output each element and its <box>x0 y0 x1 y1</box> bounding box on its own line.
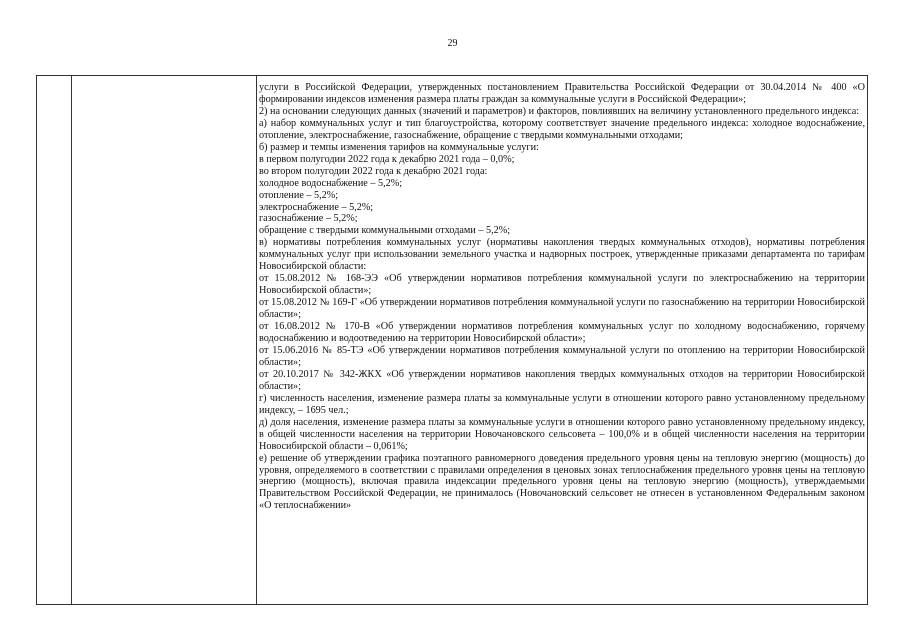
paragraph: от 15.08.2012 № 168-ЭЭ «Об утверждении нормативов потребления коммунальной услуги по электроснабжению на территории Новосибирской области»; <box>259 273 865 297</box>
paragraph: во втором полугодии 2022 года к декабрю 2021 года: <box>259 165 488 177</box>
paragraph: в первом полугодии 2022 года к декабрю 2021 года – 0,0%; <box>259 153 515 165</box>
paragraph: от 20.10.2017 № 342-ЖКХ «Об утверждении нормативов накопления твердых коммунальных отходов на территории Новосибирской области»; <box>259 368 865 392</box>
paragraph: от 15.06.2016 № 85-ТЭ «Об утверждении нормативов потребления коммунальной услуги по отоплению на территории Новосибирской области»; <box>259 344 865 368</box>
paragraph: в) нормативы потребления коммунальных услуг (нормативы накопления твердых коммунальных отходов), нормативы потребления коммунальных услуг при использовании земельного участка и надворных построек, утвержденные приказами департамента по тарифам Новосибирской области: <box>259 237 865 273</box>
paragraph: электроснабжение – 5,2%; <box>259 201 374 213</box>
content-cell <box>259 82 865 512</box>
paragraph: газоснабжение – 5,2%; <box>259 213 358 225</box>
paragraph: обращение с твердыми коммунальными отходами – 5,2%; <box>259 225 511 237</box>
page-number: 29 <box>447 38 458 49</box>
paragraph: б) размер и темпы изменения тарифов на коммунальные услуги: <box>259 141 539 153</box>
paragraph: д) доля населения, изменение размера платы за коммунальные услуги в отношении которого равно установленному предельному индексу, в общей численности населения на территории Новочановского сельсовета – 100,0% и в общей численности населения на территории Новосибирской области – 0,061%; <box>259 416 865 452</box>
paragraph: е) решение об утверждении графика поэтапного равномерного доведения предельного уровня цены на тепловую энергию (мощность) до уровня, определяемого в соответствии с правилами определения в ценовых зонах теплоснабжения предельного уровня цены на тепловую энергию (мощность), включая правила индексации предельного уровня цены на тепловую энергию (мощность), утверждаемыми Правительством Российской Федерации, не принималось (Новочановский сельсовет не отнесен в установленном Федеральным законом «О теплоснабжении» <box>259 452 865 512</box>
paragraph: от 16.08.2012 № 170-В «Об утверждении нормативов потребления коммунальных услуг по холодному водоснабжению, горячему водоснабжению и водоотведению на территории Новосибирской области»; <box>259 321 865 345</box>
paragraph: услуги в Российской Федерации, утвержденных постановлением Правительства Российской Федерации от 30.04.2014 № 400 «О формировании индексов изменения размера платы граждан за коммунальные услуги в Российской Федерации»; <box>259 82 865 105</box>
document-table <box>36 75 868 605</box>
paragraph: а) набор коммунальных услуг и тип благоустройства, которому соответствует значение предельного индекса: холодное водоснабжение, отопление, электроснабжение, газоснабжение, обращение с твердыми коммунальными отходами; <box>259 117 865 141</box>
column-divider-2 <box>256 76 257 604</box>
paragraph: от 15.08.2012 № 169-Г «Об утверждении нормативов потребления коммунальной услуги по газоснабжению на территории Новосибирской области»; <box>259 297 865 321</box>
paragraph: г) численность населения, изменение размера платы за коммунальные услуги в отношении которого равно установленному предельному индексу, – 1695 чел.; <box>259 392 865 416</box>
paragraph: отопление – 5,2%; <box>259 189 339 201</box>
paragraph: холодное водоснабжение – 5,2%; <box>259 177 403 189</box>
paragraph: 2) на основании следующих данных (значений и параметров) и факторов, повлиявших на величину установленного предельного индекса: <box>259 105 860 117</box>
column-divider-1 <box>71 76 72 604</box>
